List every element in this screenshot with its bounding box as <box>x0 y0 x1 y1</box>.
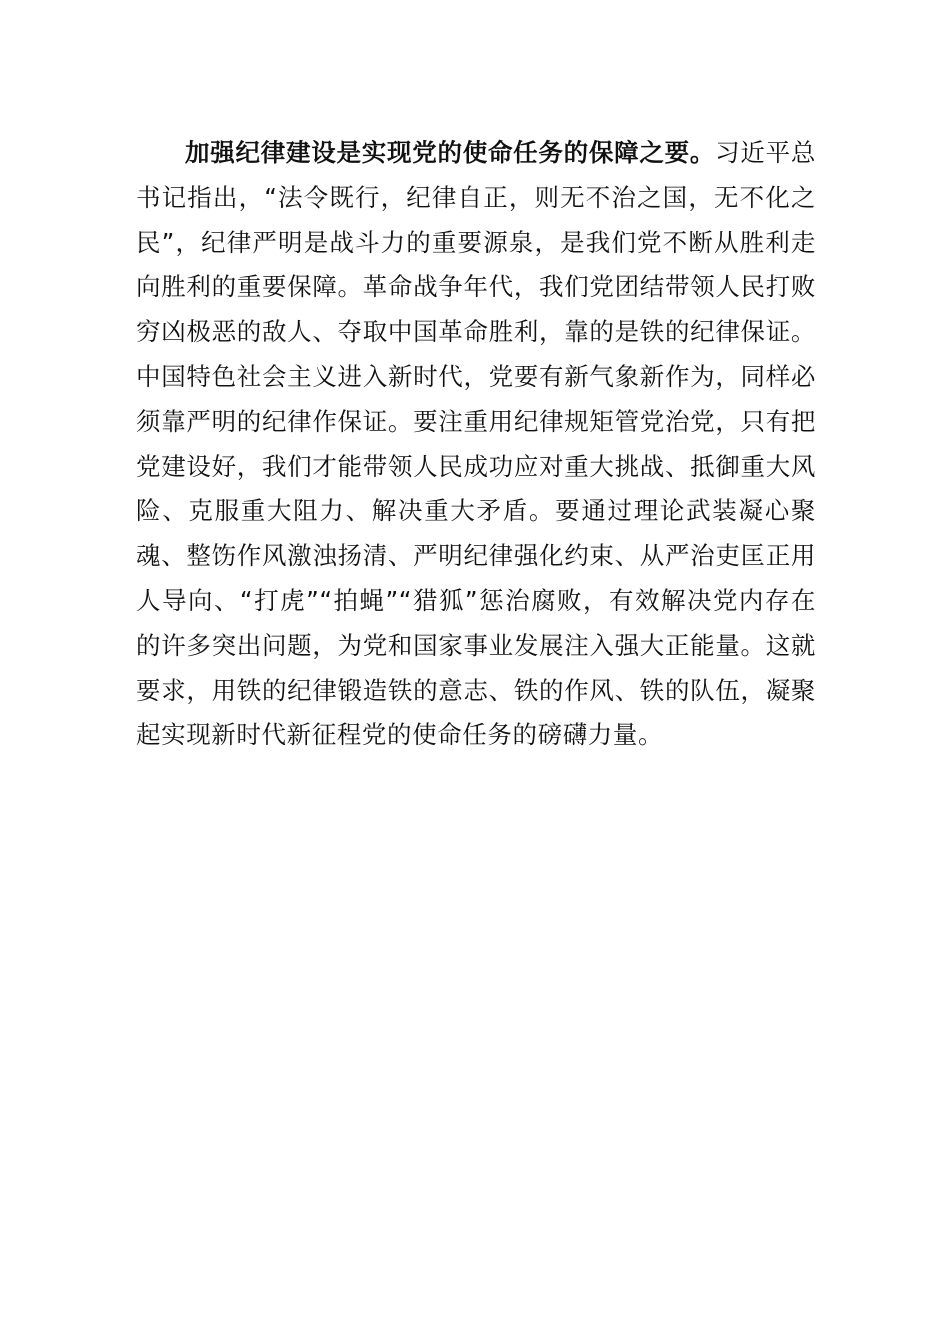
paragraph-body-text: 习近平总书记指出，“法令既行，纪律自正，则无不治之国，无不化之民”，纪律严明是战斗力的重要源泉，是我们党不断从胜利走向胜利的重要保障。革命战争年代，我们党团结带领人民打败穷凶极恶的敌人、夺取中国革命胜利，靠的是铁的纪律保证。中国特色社会主义进入新时代，党要有新气象新作为，同样必须靠严明的纪律作保证。要注重用纪律规矩管党治党，只有把党建设好，我们才能带领人民成功应对重大挑战、抵御重大风险、克服重大阻力、解决重大矛盾。要通过理论武装凝心聚魂、整饬作风激浊扬清、严明纪律强化约束、从严治吏匡正用人导向、“打虎”“拍蝇”“猎狐”惩治腐败，有效解决党内存在的许多突出问题，为党和国家事业发展注入强大正能量。这就要求，用铁的纪律锻造铁的意志、铁的作风、铁的队伍，凝聚起实现新时代新征程党的使命任务的磅礴力量。 <box>136 138 816 750</box>
body-paragraph <box>136 131 816 758</box>
paragraph-lead-sentence: 加强纪律建设是实现党的使命任务的保障之要。 <box>185 138 716 167</box>
